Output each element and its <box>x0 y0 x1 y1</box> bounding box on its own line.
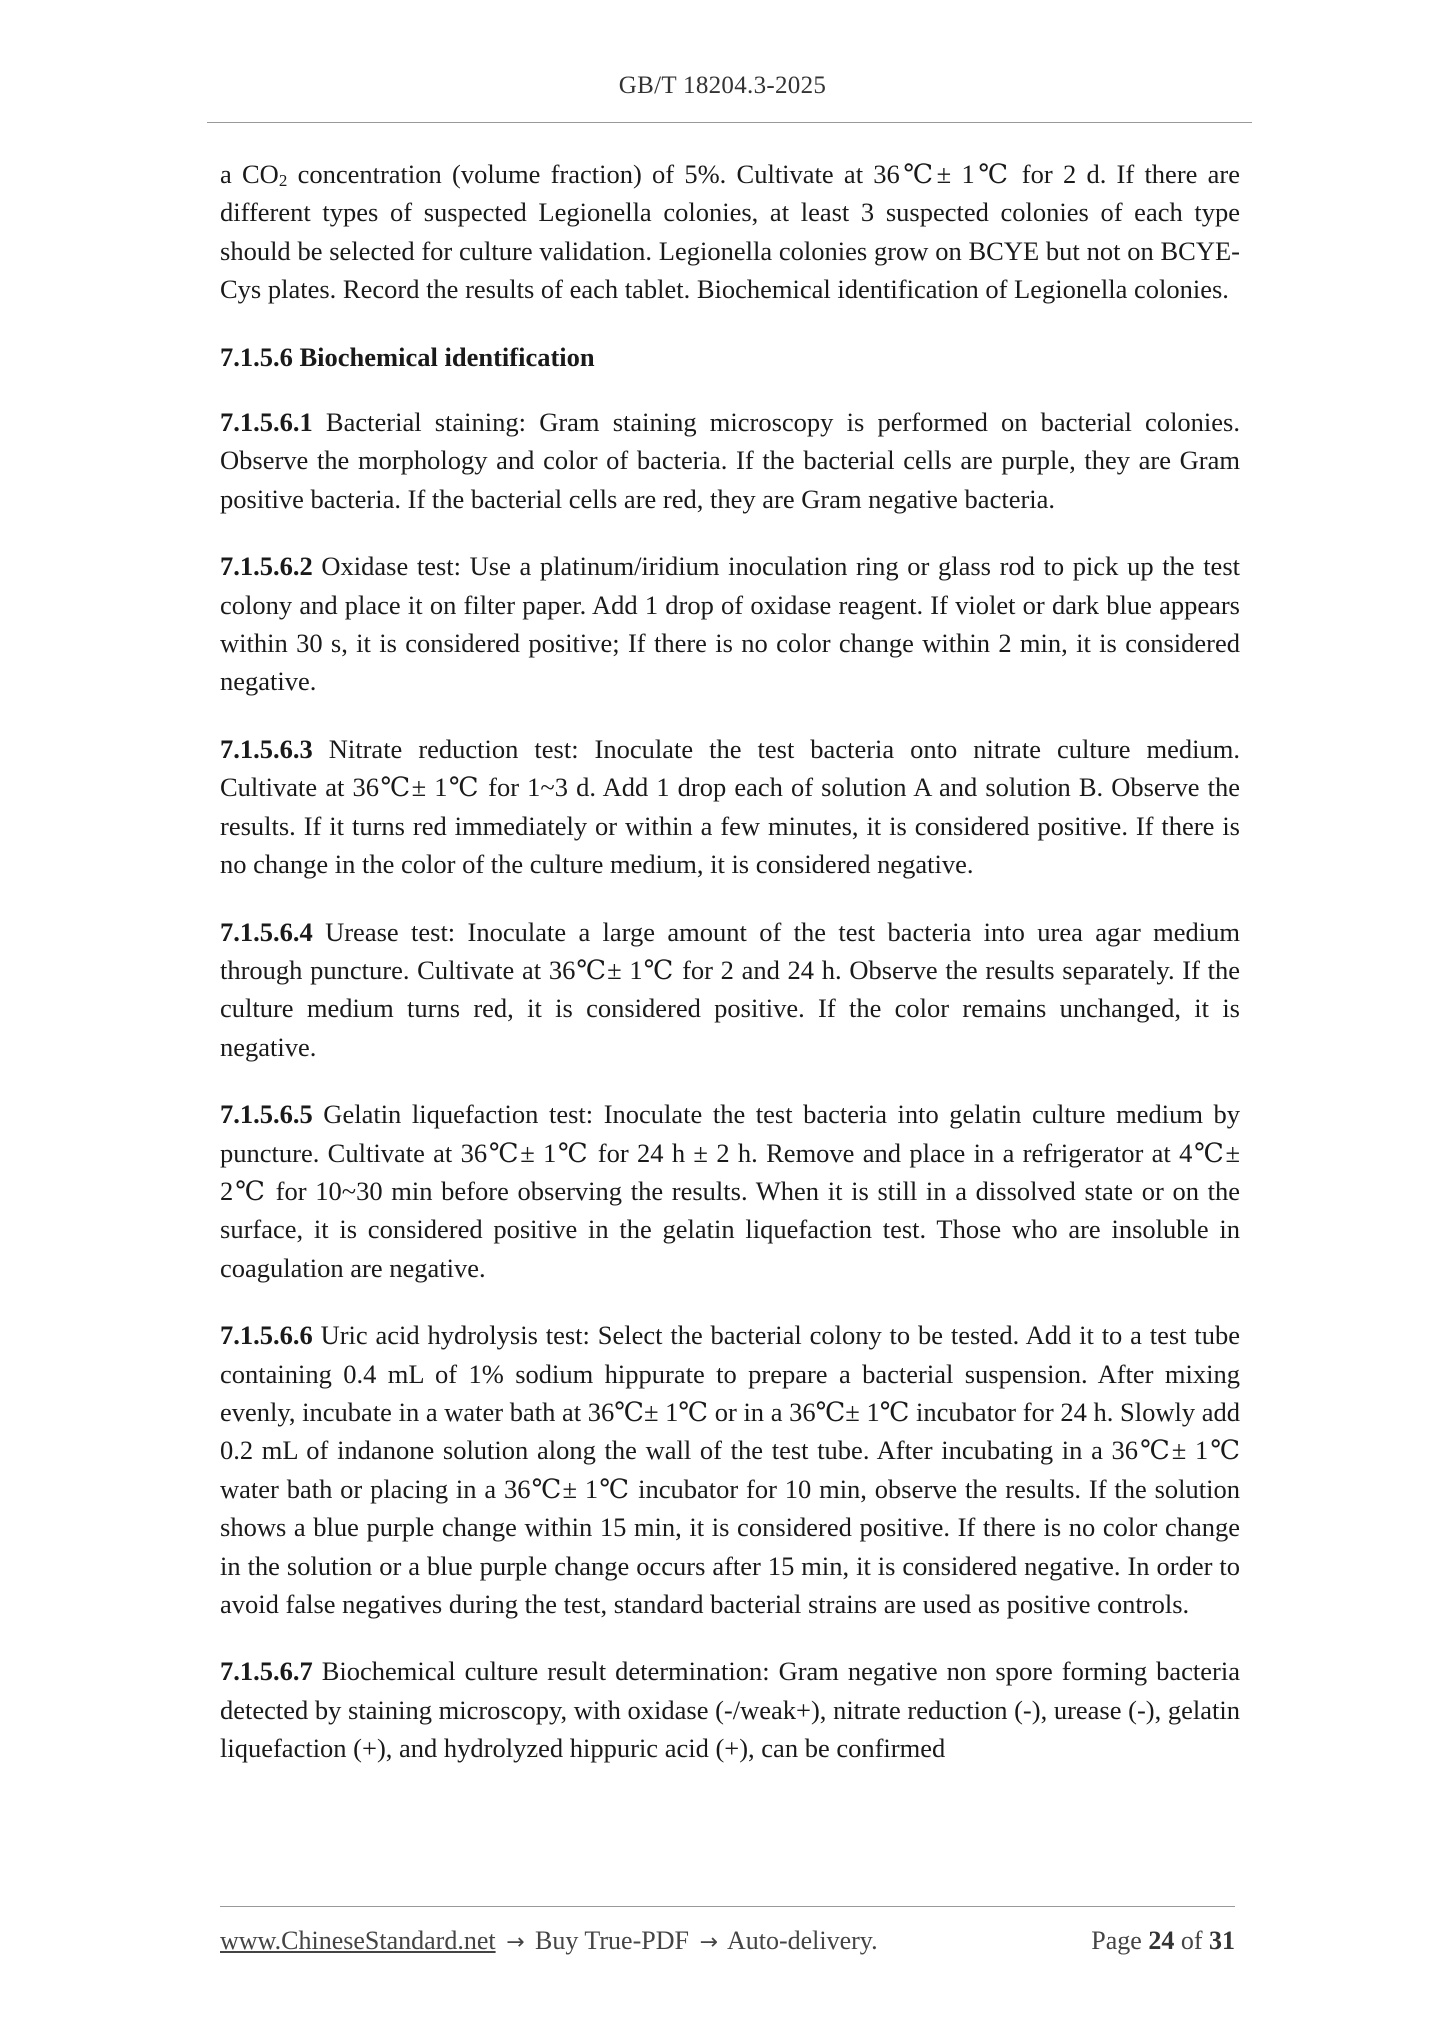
standard-code: GB/T 18204.3-2025 <box>618 72 827 99</box>
website-link[interactable]: www.ChineseStandard.net <box>220 1926 496 1955</box>
clause-number: 7.1.5.6.3 <box>220 733 313 764</box>
total-pages: 31 <box>1209 1926 1235 1955</box>
clause-paragraph <box>220 1652 1240 1767</box>
clause-number: 7.1.5.6.5 <box>220 1099 313 1130</box>
right-arrow-icon: → <box>506 1930 525 1955</box>
clause-paragraph <box>220 547 1240 701</box>
of-label: of <box>1180 1926 1203 1955</box>
footer-promo <box>220 1926 878 1956</box>
intro-text-start: a CO <box>220 159 279 189</box>
page-label: Page <box>1091 1926 1142 1955</box>
document-body <box>220 155 1240 1797</box>
co2-subscript: 2 <box>278 171 288 190</box>
clause-text: Gelatin liquefaction test: Inoculate the test bacteria into gelatin culture medium by puncture. Cultivate at 36℃± 1℃ for 24 h ± 2 h. Remove and place in a refrigerator at 4℃± 2℃ for 10~30 min before observing the results. When it is still in a dissolved state or on the surface, it is considered positive in the gelatin liquefaction test. Those who are insoluble in coagulation are negative. <box>220 1099 1240 1283</box>
clause-text: Urease test: Inoculate a large amount of the test bacteria into urea agar medium through puncture. Cultivate at 36℃± 1℃ for 2 and 24 h. Observe the results separately. If the culture medium turns red, it is considered positive. If the color remains unchanged, it is negative. <box>220 916 1240 1062</box>
buy-pdf-text: Buy True-PDF <box>535 1926 689 1955</box>
clause-number: 7.1.5.6.7 <box>220 1656 313 1687</box>
page-header <box>0 72 1445 100</box>
clause-text: Biochemical culture result determination: Gram negative non spore forming bacteria detected by staining microscopy, with oxidase (-/weak+), nitrate reduction (-), urease (-), gelatin liquefaction (+), and hydrolyzed hippuric acid (+), can be confirmed <box>220 1656 1240 1764</box>
intro-paragraph <box>220 155 1240 309</box>
intro-text-rest: concentration (volume fraction) of 5%. Cultivate at 36℃± 1℃ for 2 d. If there are different types of suspected Legionella colonies, at least 3 suspected colonies of each type should be selected for culture validation. Legionella colonies grow on BCYE but not on BCYE-Cys plates. Record the results of each tablet. Biochemical identification of Legionella colonies. <box>220 159 1240 305</box>
clause-text: Bacterial staining: Gram staining microscopy is performed on bacterial colonies. Observe the morphology and color of bacteria. If the bacterial cells are purple, they are Gram positive bacteria. If the bacterial cells are red, they are Gram negative bacteria. <box>220 407 1240 514</box>
header-divider <box>207 122 1252 123</box>
right-arrow-icon: → <box>699 1930 718 1955</box>
clause-paragraph <box>220 403 1240 518</box>
clause-text: Oxidase test: Use a platinum/iridium inoculation ring or glass rod to pick up the test colony and place it on filter paper. Add 1 drop of oxidase reagent. If violet or dark blue appears within 30 s, it is considered positive; If there is no color change within 2 min, it is considered negative. <box>220 551 1240 697</box>
clause-paragraph <box>220 1316 1240 1623</box>
clause-paragraph <box>220 730 1240 884</box>
page-number: 24 <box>1148 1926 1175 1955</box>
section-heading: 7.1.5.6 Biochemical identification <box>220 341 595 372</box>
clause-number: 7.1.5.6.4 <box>220 916 313 947</box>
page-indicator <box>1091 1926 1235 1956</box>
clause-text: Uric acid hydrolysis test: Select the bacterial colony to be tested. Add it to a test tube containing 0.4 mL of 1% sodium hippurate to prepare a bacterial suspension. After mixing evenly, incubate in a water bath at 36℃± 1℃ or in a 36℃± 1℃ incubator for 24 h. Slowly add 0.2 mL of indanone solution along the wall of the test tube. After incubating in a 36℃± 1℃ water bath or placing in a 36℃± 1℃ incubator for 10 min, observe the results. If the solution shows a blue purple change within 15 min, it is considered positive. If there is no color change in the solution or a blue purple change occurs after 15 min, it is considered negative. In order to avoid false negatives during the test, standard bacterial strains are used as positive controls. <box>220 1320 1240 1619</box>
clause-paragraph <box>220 1095 1240 1287</box>
clause-number: 7.1.5.6.6 <box>220 1320 313 1351</box>
clause-paragraph <box>220 913 1240 1067</box>
clause-number: 7.1.5.6.1 <box>220 407 313 438</box>
clause-text: Nitrate reduction test: Inoculate the test bacteria onto nitrate culture medium. Cultivate at 36℃± 1℃ for 1~3 d. Add 1 drop each of solution A and solution B. Observe the results. If it turns red immediately or within a few minutes, it is considered positive. If there is no change in the color of the culture medium, it is considered negative. <box>220 733 1240 880</box>
auto-delivery-text: Auto-delivery. <box>726 1926 878 1955</box>
clause-number: 7.1.5.6.2 <box>220 551 313 582</box>
footer-divider <box>220 1906 1235 1907</box>
